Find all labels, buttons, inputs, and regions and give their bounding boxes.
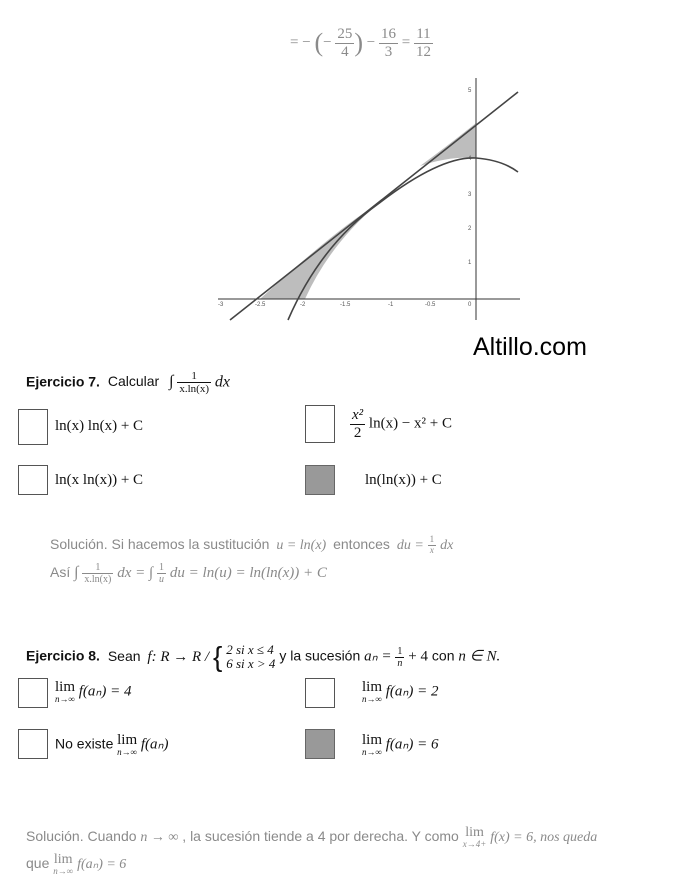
y-tick-label: 5 <box>468 88 472 94</box>
lim-word: lim <box>362 679 383 695</box>
exercise-instruction: Calcular <box>107 373 160 390</box>
eq-sign: = <box>290 34 299 51</box>
set-membership: n ∈ N. <box>458 648 501 665</box>
option-label: ln(x ln(x)) + C <box>55 472 144 488</box>
exercise-7-heading: Ejercicio 7. Calcular ∫ $\frac{1}{x.\ln(x)}$ dx <box>26 370 230 396</box>
exercise-title: Ejercicio 8. <box>26 647 100 664</box>
solution-math: du = <box>396 538 424 554</box>
lim-subscript: n→∞ <box>55 694 75 704</box>
x-tick-label: -2.5 <box>255 302 266 308</box>
solution-text: , la sucesión tiende a 4 por derecha. Y como <box>182 828 459 845</box>
x-tick-label: -1 <box>388 302 394 308</box>
option-checkbox[interactable] <box>305 678 335 708</box>
fraction-numerator: 16 <box>380 26 396 42</box>
x-tick-label: -1.5 <box>340 302 351 308</box>
option-label <box>362 680 439 704</box>
option-label: ln(ln(x)) + C <box>365 472 442 488</box>
x-tick-label: -0.5 <box>425 302 436 308</box>
solution-text: que <box>26 855 50 872</box>
y-tick-label: 2 <box>468 226 472 232</box>
option-prefix: No existe <box>55 735 114 752</box>
option-expression: ln(x) − x² + C <box>368 415 452 432</box>
solution-math: du = ln(u) = ln(ln(x)) + C <box>169 565 327 582</box>
option-checkbox[interactable] <box>18 729 48 759</box>
option-label <box>350 407 452 441</box>
x-tick-label: -2 <box>300 302 306 308</box>
solution-text: Solución. Si hacemos la sustitución <box>50 536 270 553</box>
solution-text: entonces <box>333 536 390 553</box>
fraction-numerator: 25 <box>337 26 353 42</box>
lim-subscript: n→∞ <box>362 694 382 704</box>
fraction-denominator: u <box>159 574 165 585</box>
solution-8-line1 <box>26 826 597 849</box>
option-label: ln(x) ln(x) + C <box>55 418 144 434</box>
option-checkbox[interactable] <box>305 405 335 443</box>
solution-math: dx = ∫ <box>117 565 154 582</box>
fraction-numerator: 1 <box>82 562 113 574</box>
solution-text: Así <box>50 564 71 581</box>
exercise-instruction: con <box>431 647 455 664</box>
fraction-denominator: x.ln(x) <box>179 383 209 396</box>
fraction-numerator: 11 <box>414 26 433 44</box>
option-checkbox[interactable] <box>18 409 48 445</box>
fraction-numerator: 1 <box>429 534 435 544</box>
option-checkbox[interactable] <box>18 465 48 495</box>
fraction-denominator: 12 <box>415 43 431 60</box>
fraction-denominator: x <box>429 544 434 555</box>
option-expression: f(aₙ) = 2 <box>385 683 439 700</box>
solution-7-line1 <box>50 535 453 556</box>
solution-text: Solución. Cuando <box>26 828 137 845</box>
solution-7-line2: Así ∫ $\frac{1}{x.\ln(x)}$ dx = ∫ $\frac{1}{u}$ du = ln(u) = ln(ln(x)) + C <box>50 562 327 585</box>
lim-subscript: n→∞ <box>53 866 74 876</box>
option-checkbox-selected[interactable] <box>305 465 335 495</box>
fraction-denominator: 3 <box>384 43 393 60</box>
fraction-numerator: x² <box>352 407 364 423</box>
watermark: Altillo.com <box>473 333 587 361</box>
lim-subscript: x→4+ <box>462 839 487 849</box>
minus-sign: − <box>323 34 332 51</box>
function-definition: f: R → R / <box>147 648 210 665</box>
solution-math: f(x) = 6, nos queda <box>490 830 598 846</box>
x-tick-label: 0 <box>468 302 472 308</box>
solution-math: dx <box>440 538 454 554</box>
lim-subscript: n→∞ <box>117 747 138 757</box>
fraction-numerator: 1 <box>177 370 211 383</box>
exercise-title: Ejercicio 7. <box>26 373 100 390</box>
solution-math: u = ln(x) <box>276 538 327 554</box>
option-label <box>55 733 169 757</box>
minus-sign: − <box>302 34 311 51</box>
minus-sign: − <box>366 34 376 51</box>
function-graph <box>210 76 530 324</box>
eq-sign: = <box>401 34 411 51</box>
solution-8-line2 <box>26 853 126 876</box>
y-tick-label: 3 <box>468 192 472 198</box>
x-tick-label: -3 <box>218 302 224 308</box>
option-checkbox[interactable] <box>18 678 48 708</box>
option-label <box>362 733 439 757</box>
fraction-numerator: 1 <box>159 562 165 573</box>
lim-word: lim <box>53 852 73 867</box>
sequence-definition: aₙ = <box>364 648 392 665</box>
lim-word: lim <box>55 679 76 695</box>
exercise-8-heading: Ejercicio 8. Sean f: R → R / { 2 si x ≤ 4 6 si x > 4 y la sucesión aₙ = $\frac{1}{n}$ + 4 con n ∈ N. <box>26 641 501 672</box>
case-line: 2 si x ≤ 4 <box>226 642 274 657</box>
exercise-instruction: Sean <box>107 647 141 664</box>
dx: dx <box>214 373 230 391</box>
fraction-denominator: x.ln(x) <box>84 574 112 585</box>
solution-math: n → ∞ <box>140 830 179 846</box>
fraction-numerator: 1 <box>397 645 403 657</box>
fraction-denominator: n <box>397 657 403 669</box>
option-expression: f(aₙ) <box>140 736 169 753</box>
y-tick-label: 1 <box>468 260 472 266</box>
solution-math: f(aₙ) = 6 <box>77 857 127 873</box>
sequence-definition: + 4 <box>408 648 429 665</box>
lim-subscript: n→∞ <box>362 747 382 757</box>
option-expression: f(aₙ) = 6 <box>385 736 439 753</box>
case-line: 6 si x > 4 <box>226 656 276 671</box>
option-expression: f(aₙ) = 4 <box>78 683 132 700</box>
top-equation: = − (− $\frac{25}{4}$ ) − $\frac{16}{3}$ = $\frac{11}{12}$ <box>290 26 431 60</box>
exercise-instruction: y la sucesión <box>279 647 361 664</box>
option-checkbox-selected[interactable] <box>305 729 335 759</box>
lim-word: lim <box>362 732 383 748</box>
lim-word: lim <box>465 825 484 840</box>
option-label <box>55 680 132 704</box>
lim-word: lim <box>117 732 138 748</box>
fraction-denominator: 4 <box>341 43 349 60</box>
y-tick-label: 4 <box>468 156 472 162</box>
fraction-denominator: 2 <box>353 424 362 441</box>
